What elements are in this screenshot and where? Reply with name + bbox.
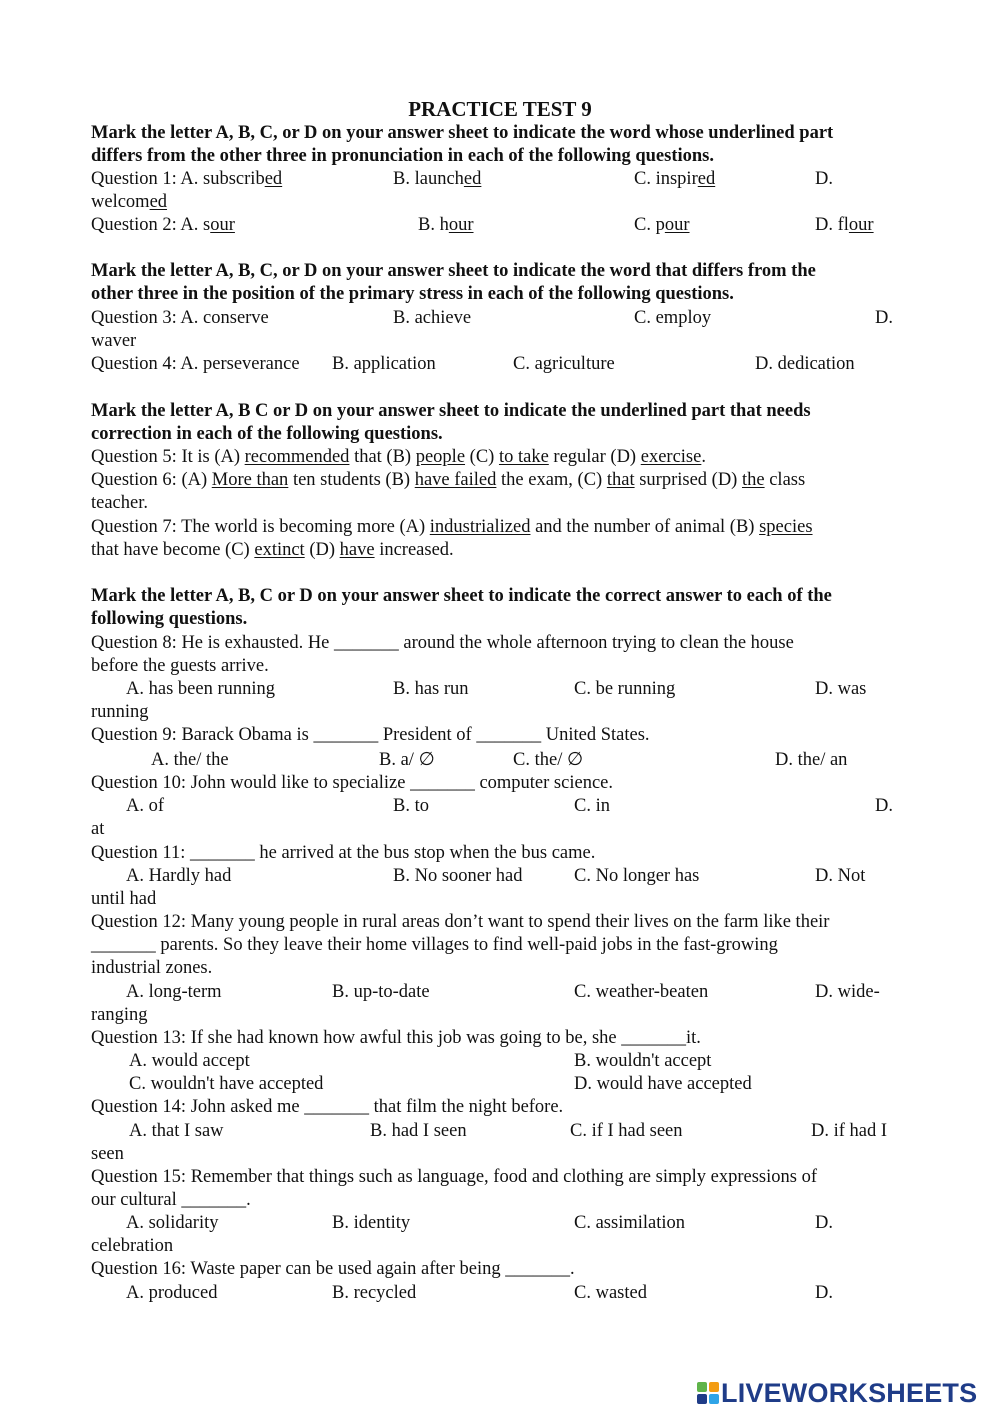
question-14-option-b: B. had I seen bbox=[370, 1121, 467, 1141]
question-5: Question 5: It is (A) recommended that (B) people (C) to take regular (D) exercise. bbox=[91, 447, 706, 467]
question-4-option-a: Question 4: A. perseverance bbox=[91, 354, 300, 374]
question-1-option-b: B. launched bbox=[393, 169, 482, 189]
question-15-option-d: D. bbox=[815, 1213, 833, 1233]
question-8-option-d-text: running bbox=[91, 702, 149, 722]
question-3-option-b: B. achieve bbox=[393, 308, 472, 328]
question-12-option-c: C. weather-beaten bbox=[574, 982, 709, 1002]
question-14-option-d: D. if had I bbox=[811, 1121, 888, 1141]
question-16-option-a: A. produced bbox=[126, 1283, 218, 1303]
question-4-option-c: C. agriculture bbox=[513, 354, 615, 374]
page-title: PRACTICE TEST 9 bbox=[408, 97, 592, 121]
question-8-option-c: C. be running bbox=[574, 679, 676, 699]
question-15-line-2: our cultural _______. bbox=[91, 1190, 251, 1210]
question-9-option-b: B. a/ ∅ bbox=[379, 750, 435, 770]
question-7-line-2: that have become (C) extinct (D) have increased. bbox=[91, 540, 454, 560]
pron-instruction-line-1: Mark the letter A, B, C, or D on your answer sheet to indicate the word whose underlined part bbox=[91, 123, 834, 143]
question-14-option-c: C. if I had seen bbox=[570, 1121, 683, 1141]
question-3-option-a: Question 3: A. conserve bbox=[91, 308, 269, 328]
question-7: Question 7: The world is becoming more (A) industrialized and the number of animal (B) species bbox=[91, 517, 813, 537]
question-12-option-d-text: ranging bbox=[91, 1005, 148, 1025]
question-11-option-d-text: until had bbox=[91, 889, 157, 909]
question-8: Question 8: He is exhausted. He _______ around the whole afternoon trying to clean the house bbox=[91, 633, 794, 653]
question-16-option-b: B. recycled bbox=[332, 1283, 417, 1303]
question-10-option-a: A. of bbox=[126, 796, 165, 816]
question-13-option-d: D. would have accepted bbox=[574, 1074, 752, 1094]
pron-instruction-line-2: differs from the other three in pronunciation in each of the following questions. bbox=[91, 146, 715, 166]
mc-instruction-line-2: following questions. bbox=[91, 609, 248, 629]
question-2-option-a: Question 2: A. sour bbox=[91, 215, 235, 235]
question-6: Question 6: (A) More than ten students (B) have failed the exam, (C) that surprised (D) the class bbox=[91, 470, 806, 490]
question-9-option-a: A. the/ the bbox=[151, 750, 229, 770]
question-10-option-c: C. in bbox=[574, 796, 610, 816]
question-4-option-d: D. dedication bbox=[755, 354, 855, 374]
question-2-option-d: D. flour bbox=[815, 215, 874, 235]
question-9-option-d: D. the/ an bbox=[775, 750, 848, 770]
question-16-option-d: D. bbox=[815, 1283, 833, 1303]
stress-instruction-line-2: other three in the position of the primary stress in each of the following questions. bbox=[91, 284, 734, 304]
question-1-option-d-text: welcomed bbox=[91, 192, 168, 212]
question-1-option-a: Question 1: A. subscribed bbox=[91, 169, 283, 189]
question-11-option-c: C. No longer has bbox=[574, 866, 700, 886]
question-15: Question 15: Remember that things such as language, food and clothing are simply expressions of bbox=[91, 1167, 817, 1187]
question-12-line-3: industrial zones. bbox=[91, 958, 213, 978]
question-9: Question 9: Barack Obama is _______ President of _______ United States. bbox=[91, 725, 650, 745]
question-12-line-2: _______ parents. So they leave their home villages to find well-paid jobs in the fast-growing bbox=[91, 935, 778, 955]
question-13-option-b: B. wouldn't accept bbox=[574, 1051, 712, 1071]
error-instruction-line-1: Mark the letter A, B C or D on your answer sheet to indicate the underlined part that needs bbox=[91, 401, 811, 421]
question-16-option-c: C. wasted bbox=[574, 1283, 647, 1303]
question-15-option-d-text: celebration bbox=[91, 1236, 174, 1256]
question-14-option-d-text: seen bbox=[91, 1144, 124, 1164]
question-13-option-a: A. would accept bbox=[129, 1051, 250, 1071]
question-11-option-d: D. Not bbox=[815, 866, 866, 886]
question-3-option-c: C. employ bbox=[634, 308, 712, 328]
question-16: Question 16: Waste paper can be used again after being _______. bbox=[91, 1259, 575, 1279]
question-8-option-d: D. was bbox=[815, 679, 867, 699]
stress-instruction-line-1: Mark the letter A, B, C, or D on your answer sheet to indicate the word that differs from the bbox=[91, 261, 816, 281]
question-14-option-a: A. that I saw bbox=[129, 1121, 224, 1141]
question-10-option-d-text: at bbox=[91, 819, 105, 839]
question-12-option-b: B. up-to-date bbox=[332, 982, 430, 1002]
question-8-line-2: before the guests arrive. bbox=[91, 656, 269, 676]
question-2-option-c: C. pour bbox=[634, 215, 690, 235]
question-3-option-d: D. bbox=[875, 308, 893, 328]
question-6-line-2: teacher. bbox=[91, 493, 148, 513]
question-4-option-b: B. application bbox=[332, 354, 436, 374]
question-8-option-b: B. has run bbox=[393, 679, 469, 699]
question-12-option-a: A. long-term bbox=[126, 982, 222, 1002]
question-1-option-d: D. bbox=[815, 169, 833, 189]
question-9-option-c: C. the/ ∅ bbox=[513, 750, 584, 770]
liveworksheets-logo-icon bbox=[697, 1382, 719, 1404]
question-11: Question 11: _______ he arrived at the bus stop when the bus came. bbox=[91, 843, 596, 863]
question-10: Question 10: John would like to specialize _______ computer science. bbox=[91, 773, 613, 793]
error-instruction-line-2: correction in each of the following questions. bbox=[91, 424, 443, 444]
mc-instruction-line-1: Mark the letter A, B, C or D on your answer sheet to indicate the correct answer to each of the bbox=[91, 586, 832, 606]
question-13-option-c: C. wouldn't have accepted bbox=[129, 1074, 324, 1094]
question-8-option-a: A. has been running bbox=[126, 679, 275, 699]
question-10-option-b: B. to bbox=[393, 796, 429, 816]
question-14: Question 14: John asked me _______ that film the night before. bbox=[91, 1097, 564, 1117]
question-10-option-d: D. bbox=[875, 796, 893, 816]
question-15-option-b: B. identity bbox=[332, 1213, 411, 1233]
logo-text: LIVEWORKSHEETS bbox=[721, 1377, 978, 1408]
liveworksheets-logo[interactable] bbox=[697, 1378, 977, 1408]
question-12: Question 12: Many young people in rural areas don’t want to spend their lives on the farm like their bbox=[91, 912, 830, 932]
question-3-option-d-text: waver bbox=[91, 331, 137, 351]
question-13: Question 13: If she had known how awful this job was going to be, she _______it. bbox=[91, 1028, 701, 1048]
question-12-option-d: D. wide- bbox=[815, 982, 880, 1002]
question-11-option-a: A. Hardly had bbox=[126, 866, 232, 886]
question-15-option-a: A. solidarity bbox=[126, 1213, 219, 1233]
question-11-option-b: B. No sooner had bbox=[393, 866, 523, 886]
question-2-option-b: B. hour bbox=[418, 215, 474, 235]
question-1-option-c: C. inspired bbox=[634, 169, 716, 189]
question-15-option-c: C. assimilation bbox=[574, 1213, 685, 1233]
